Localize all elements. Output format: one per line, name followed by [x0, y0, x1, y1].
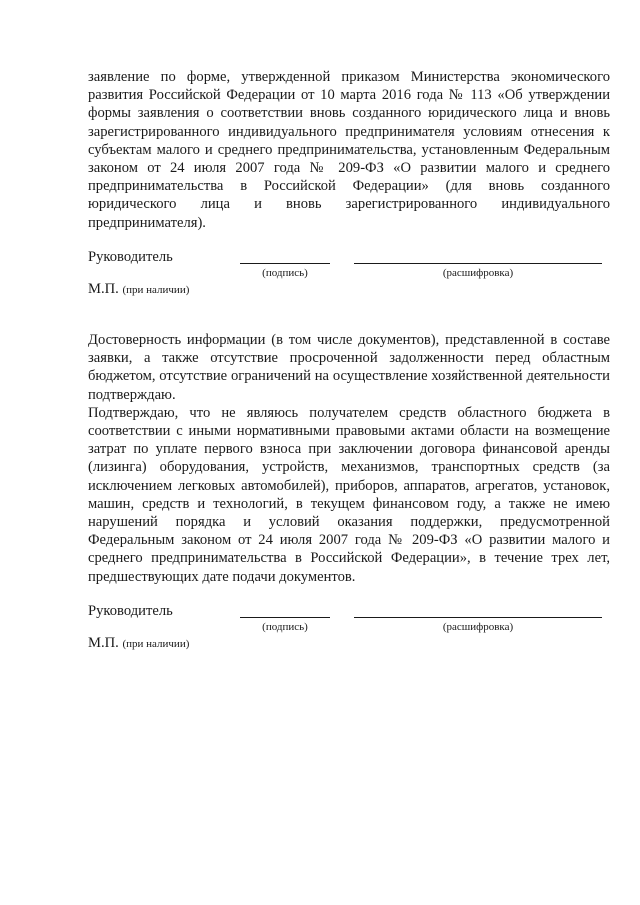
stamp-label: М.П. [88, 280, 119, 297]
signature-name-line [354, 617, 602, 618]
signature-line [240, 617, 330, 618]
signature-block-1 [88, 248, 610, 278]
signature-role-label: Руководитель [88, 602, 173, 619]
document-page [88, 68, 610, 653]
signature-caption: (подпись) [262, 266, 308, 279]
signature-block-2 [88, 602, 610, 632]
confirmation-paragraph: Достоверность информации (в том числе документов), представленной в составе заявки, а также отсутствие просроченной задолженности перед областным бюджетом, отсутствие ограничений на осуществление хозяйственной деятельности подтверждаю. [88, 332, 610, 403]
stamp-line-1 [88, 280, 610, 299]
signature-name-line [354, 263, 602, 264]
stamp-label: М.П. [88, 634, 119, 651]
application-form-paragraph: заявление по форме, утвержденной приказом Министерства экономического развития Российской Федерации от 10 марта 2016 года № 113 «Об утверждении формы заявления о соответствии вновь созданного юридического лица и вновь зарегистрированного индивидуального предпринимателя условиям отнесения к субъектам малого и среднего предпринимательства, установленным Федеральным законом от 24 июля 2007 года № 209-ФЗ «О развитии малого и среднего предпринимательства в Российской Федерации» (для вновь созданного юридического лица и вновь зарегистрированного индивидуального предпринимателя). [88, 69, 610, 231]
declaration-paragraph: Подтверждаю, что не являюсь получателем средств областного бюджета в соответствии с иными нормативными правовыми актами области на возмещение затрат по уплате первого взноса при заключении договора финансовой аренды (лизинга) оборудования, устройств, механизмов, транспортных средств (за исключением легковых автомобилей), приборов, аппаратов, агрегатов, установок, машин, средств и технологий, в текущем финансовом году, а также не имею нарушений порядка и условий оказания поддержки, предусмотренной Федеральным законом от 24 июля 2007 года № 209-ФЗ «О развитии малого и среднего предпринимательства в Российской Федерации», в течение трех лет, предшествующих дате подачи документов. [88, 404, 610, 585]
name-caption: (расшифровка) [442, 266, 514, 279]
stamp-note: (при наличии) [122, 637, 190, 650]
stamp-line-2 [88, 634, 610, 653]
signature-role-label: Руководитель [88, 248, 173, 265]
stamp-note: (при наличии) [122, 283, 190, 296]
signature-caption: (подпись) [262, 620, 308, 633]
name-caption: (расшифровка) [442, 620, 514, 633]
signature-line [240, 263, 330, 264]
